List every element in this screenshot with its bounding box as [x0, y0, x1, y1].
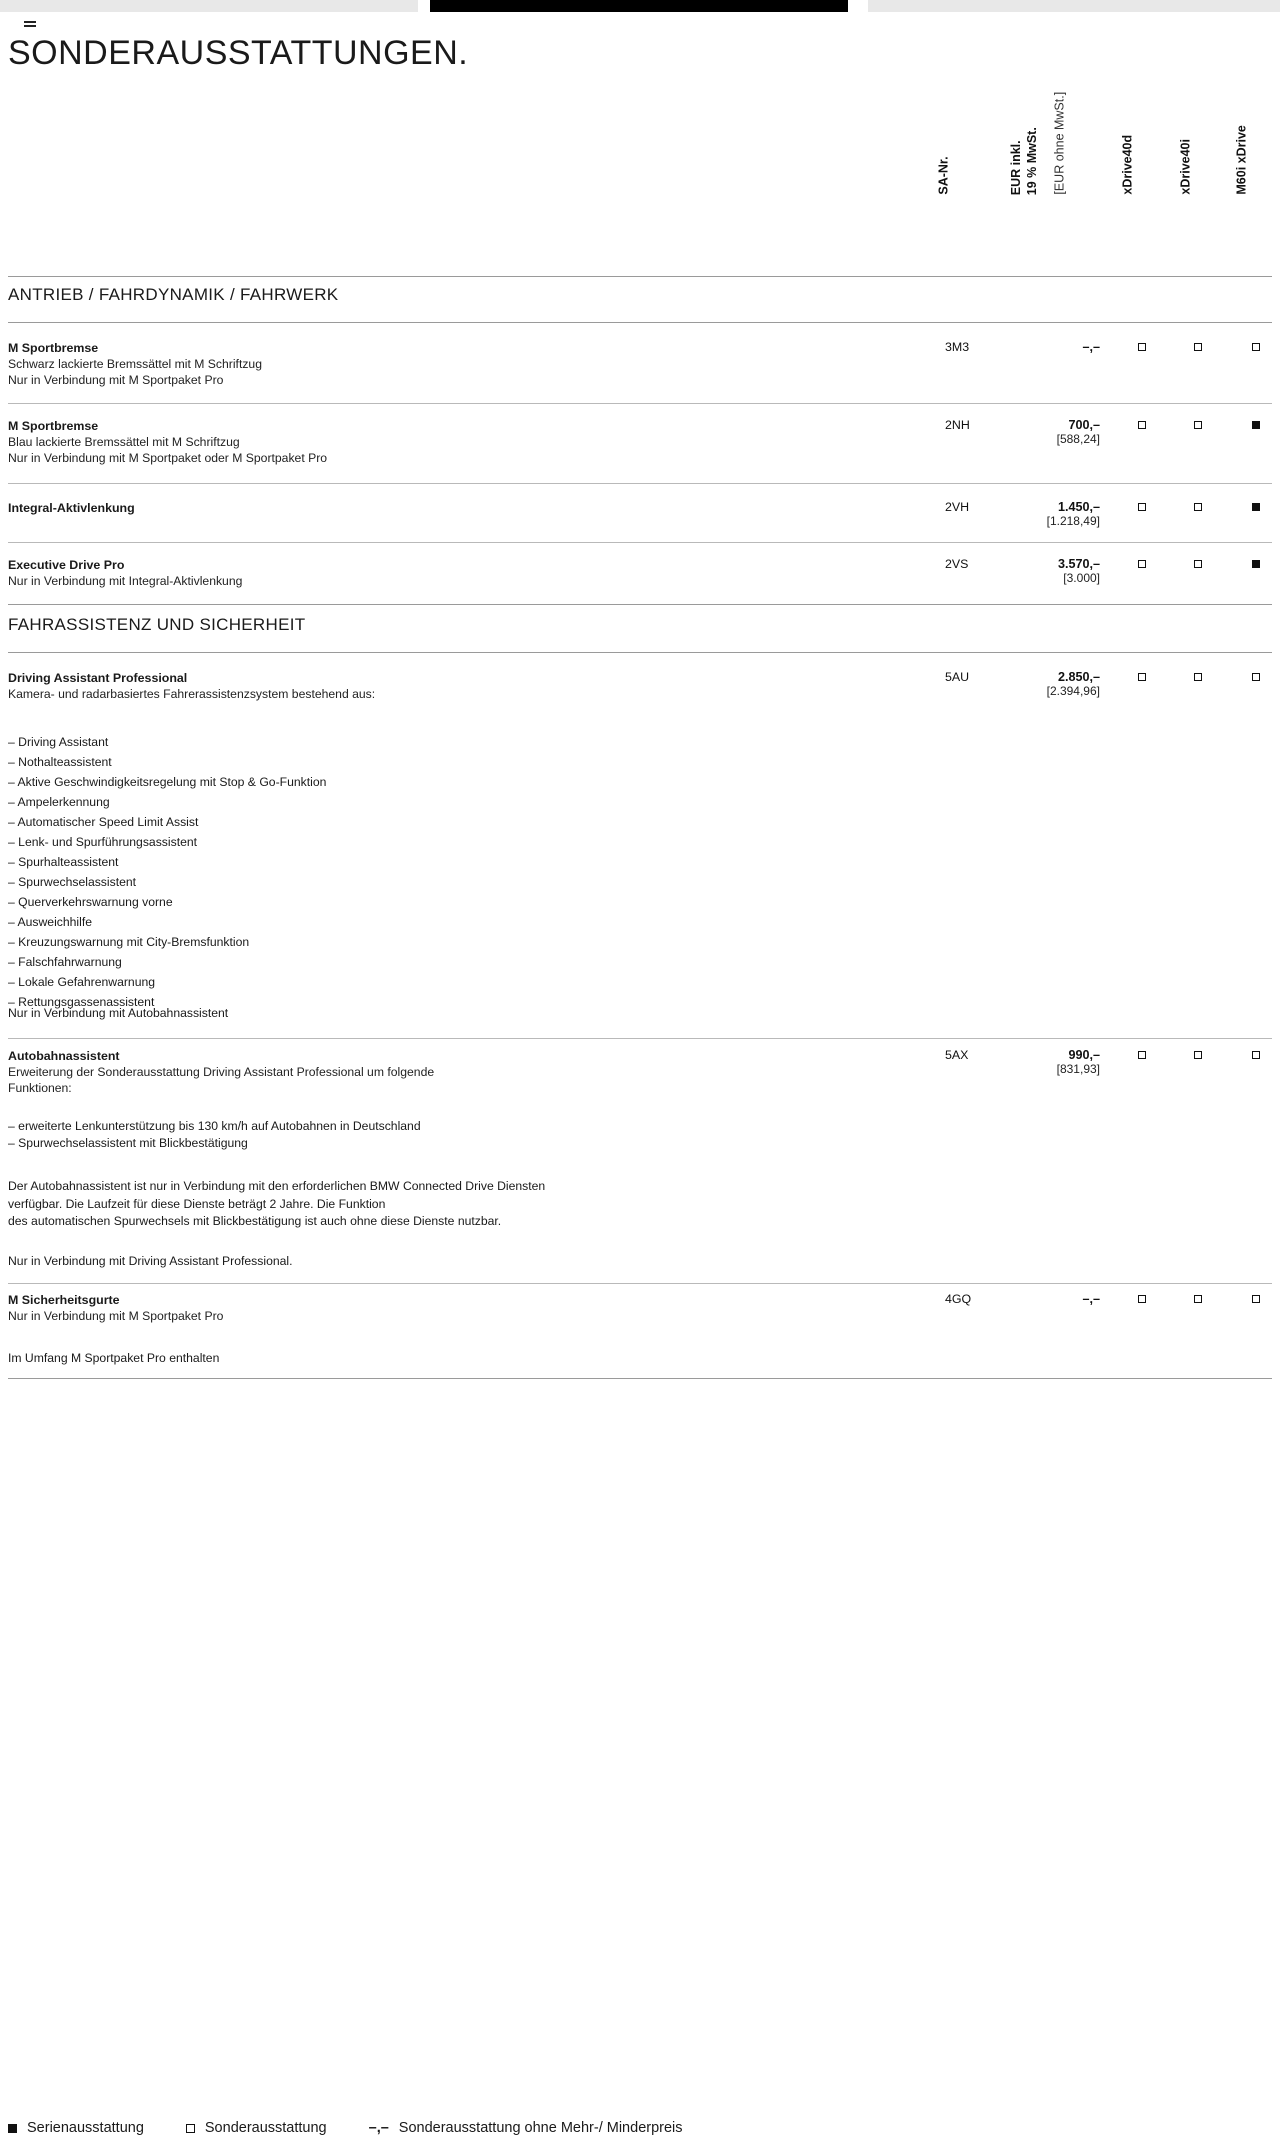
- feature-list: [8, 1118, 668, 1153]
- list-item: – Driving Assistant: [8, 735, 109, 749]
- row-title: Integral-Aktivlenkung: [8, 501, 135, 515]
- legend-item-ohne-mehrpreis: [369, 2120, 683, 2136]
- column-header-price-line1: EUR inkl.: [1008, 140, 1023, 195]
- row-price-gross: 1.450,–: [1057, 500, 1100, 514]
- availability-mark-m60i: [1246, 1292, 1266, 1306]
- row-price-gross: 990,–: [1068, 1048, 1100, 1062]
- availability-mark-xdrive40d: [1132, 1292, 1152, 1306]
- row-sanr: 4GQ: [945, 1292, 972, 1306]
- column-header-price-net: [EUR ohne MwSt.]: [1052, 92, 1067, 195]
- column-header-m60i: M60i xDrive: [1234, 125, 1249, 195]
- availability-mark-m60i: [1246, 1048, 1266, 1062]
- row-desc-1: Kamera- und radarbasiertes Fahrerassistenzsystem bestehend aus:: [8, 687, 376, 702]
- availability-mark-xdrive40d: [1132, 1048, 1152, 1062]
- row-name-block: [8, 500, 648, 516]
- row-price-net: [1.218,49]: [1046, 514, 1100, 528]
- row-desc-1: Nur in Verbindung mit Integral-Aktivlenkung: [8, 574, 243, 589]
- availability-mark-xdrive40i: [1188, 500, 1208, 514]
- row-desc-1: Blau lackierte Bremssättel mit M Schriftzug: [8, 435, 240, 450]
- list-item: – Kreuzungswarnung mit City-Bremsfunktion: [8, 935, 250, 949]
- row-sanr: 2NH: [945, 418, 970, 432]
- row-name-block: [8, 1292, 648, 1324]
- section-heading-fahrassistenz: FAHRASSISTENZ UND SICHERHEIT: [8, 615, 306, 634]
- top-strip-center: [430, 0, 848, 12]
- availability-mark-m60i: [1246, 557, 1266, 571]
- legend-label-serienausstattung: Serienausstattung: [27, 2120, 144, 2136]
- brand-mark-icon: [24, 18, 42, 30]
- column-header-price-line2: 19 % MwSt.: [1024, 126, 1039, 195]
- row-name-block: [8, 418, 648, 467]
- row-desc-2: Nur in Verbindung mit M Sportpaket Pro: [8, 373, 224, 388]
- availability-mark-xdrive40d: [1132, 670, 1152, 684]
- column-header-xdrive40d: xDrive40d: [1120, 135, 1135, 195]
- legend-label-sonderausstattung: Sonderausstattung: [204, 2120, 327, 2136]
- legend-item-sonderausstattung: [186, 2120, 327, 2136]
- availability-mark-xdrive40d: [1132, 340, 1152, 354]
- row-sanr: 5AU: [945, 670, 970, 684]
- row-sanr: 3M3: [945, 340, 970, 354]
- row-desc-1: Schwarz lackierte Bremssättel mit M Schriftzug: [8, 357, 262, 372]
- row-divider: [8, 403, 1272, 404]
- row-sanr: 5AX: [945, 1048, 969, 1062]
- top-strip-right: [868, 0, 1280, 12]
- column-headers: [0, 92, 1280, 195]
- column-header-sanr: SA-Nr.: [936, 156, 951, 195]
- availability-mark-xdrive40i: [1188, 1048, 1208, 1062]
- row-desc-1: Erweiterung der Sonderausstattung Driving Assistant Professional um folgende: [8, 1065, 435, 1080]
- row-price-net: [2.394,96]: [1046, 684, 1100, 698]
- feature-list: [8, 732, 668, 1012]
- row-price-net: [831,93]: [1056, 1062, 1100, 1076]
- row-price: –,–: [1082, 340, 1100, 354]
- availability-mark-xdrive40d: [1132, 500, 1152, 514]
- availability-mark-xdrive40i: [1188, 557, 1208, 571]
- row-divider: [8, 1283, 1272, 1284]
- top-color-bar: [0, 0, 1280, 12]
- availability-mark-xdrive40i: [1188, 1292, 1208, 1306]
- section-divider: [8, 322, 1272, 323]
- section-heading-antrieb: ANTRIEB / FAHRDYNAMIK / FAHRWERK: [8, 285, 339, 304]
- row-divider: [8, 542, 1272, 543]
- availability-mark-m60i: [1246, 670, 1266, 684]
- row-price-net: [588,24]: [1056, 432, 1100, 446]
- row-footnote: Nur in Verbindung mit Driving Assistant Professional.: [8, 1254, 293, 1268]
- section-divider: [8, 652, 1272, 653]
- row-name-block: [8, 557, 648, 589]
- availability-mark-m60i: [1246, 340, 1266, 354]
- row-divider: [8, 1038, 1272, 1039]
- availability-mark-xdrive40d: [1132, 418, 1152, 432]
- list-item: – Spurwechselassistent mit Blickbestätigung: [8, 1136, 248, 1151]
- row-price: [1000, 418, 1100, 446]
- availability-mark-m60i: [1246, 418, 1266, 432]
- list-item: – Lenk- und Spurführungsassistent: [8, 835, 198, 849]
- column-header-price: [1009, 127, 1040, 195]
- list-item: – Ausweichhilfe: [8, 915, 93, 929]
- row-paragraph-line-2: verfügbar. Die Laufzeit für diese Dienste beträgt 2 Jahre. Die Funktion: [8, 1196, 386, 1211]
- open-square-icon: [186, 2124, 195, 2133]
- availability-mark-xdrive40i: [1188, 418, 1208, 432]
- row-desc-2: Funktionen:: [8, 1081, 72, 1096]
- row-title: M Sportbremse: [8, 419, 99, 433]
- row-title: M Sicherheitsgurte: [8, 1293, 120, 1307]
- row-price: [1000, 500, 1100, 528]
- section-divider: [8, 276, 1272, 277]
- legend: [8, 2120, 1272, 2136]
- list-item: – Rettungsgassenassistent: [8, 995, 155, 1009]
- row-paragraph-line-1: Der Autobahnassistent ist nur in Verbindung mit den erforderlichen BMW Connected Drive Diensten: [8, 1179, 546, 1193]
- list-item: – Falschfahrwarnung: [8, 955, 122, 969]
- list-item: – erweiterte Lenkunterstützung bis 130 km/h auf Autobahnen in Deutschland: [8, 1119, 421, 1133]
- row-name-block: [8, 1048, 648, 1097]
- section-divider: [8, 604, 1272, 605]
- column-header-xdrive40i: xDrive40i: [1178, 139, 1193, 195]
- row-paragraph-line-3: des automatischen Spurwechsels mit Blickbestätigung ist auch ohne diese Dienste nutzbar.: [8, 1214, 502, 1229]
- row-desc-2: Nur in Verbindung mit M Sportpaket oder M Sportpaket Pro: [8, 451, 328, 466]
- row-name-block: [8, 670, 648, 702]
- top-strip-left: [0, 0, 418, 12]
- list-item: – Lokale Gefahrenwarnung: [8, 975, 156, 989]
- row-price: –,–: [1082, 1292, 1100, 1306]
- row-title: Executive Drive Pro: [8, 558, 125, 572]
- row-title: Driving Assistant Professional: [8, 671, 188, 685]
- row-desc-1: Nur in Verbindung mit M Sportpaket Pro: [8, 1309, 224, 1324]
- row-footnote: Im Umfang M Sportpaket Pro enthalten: [8, 1351, 220, 1365]
- row-price-gross: 2.850,–: [1057, 670, 1100, 684]
- availability-mark-xdrive40d: [1132, 557, 1152, 571]
- row-price: [1000, 557, 1100, 585]
- row-price-gross: 3.570,–: [1057, 557, 1100, 571]
- availability-mark-xdrive40i: [1188, 340, 1208, 354]
- list-item: – Nothalteassistent: [8, 755, 112, 769]
- availability-mark-m60i: [1246, 500, 1266, 514]
- row-sanr: 2VH: [945, 500, 970, 514]
- row-title: M Sportbremse: [8, 341, 99, 355]
- row-divider: [8, 1378, 1272, 1379]
- row-footnote: Nur in Verbindung mit Autobahnassistent: [8, 1006, 229, 1020]
- row-title: Autobahnassistent: [8, 1049, 120, 1063]
- page-title: SONDERAUSSTATTUNGEN.: [8, 34, 469, 72]
- list-item: – Spurhalteassistent: [8, 855, 119, 869]
- row-price-gross: 700,–: [1068, 418, 1100, 432]
- availability-mark-xdrive40i: [1188, 670, 1208, 684]
- row-sanr: 2VS: [945, 557, 969, 571]
- row-name-block: [8, 340, 648, 389]
- row-paragraph: [8, 1178, 708, 1231]
- row-divider: [8, 483, 1272, 484]
- row-price: [1000, 1048, 1100, 1076]
- list-item: – Spurwechselassistent: [8, 875, 137, 889]
- list-item: – Ampelerkennung: [8, 795, 110, 809]
- list-item: – Querverkehrswarnung vorne: [8, 895, 173, 909]
- dash-symbol: –,–: [368, 2120, 389, 2136]
- filled-square-icon: [8, 2124, 17, 2133]
- row-price: [1000, 670, 1100, 698]
- list-item: – Aktive Geschwindigkeitsregelung mit Stop & Go-Funktion: [8, 775, 327, 789]
- legend-item-serienausstattung: [8, 2120, 144, 2136]
- list-item: – Automatischer Speed Limit Assist: [8, 815, 199, 829]
- row-price-net: [3.000]: [1063, 571, 1100, 585]
- legend-label-ohne-mehrpreis: Sonderausstattung ohne Mehr-/ Minderpreis: [398, 2120, 683, 2136]
